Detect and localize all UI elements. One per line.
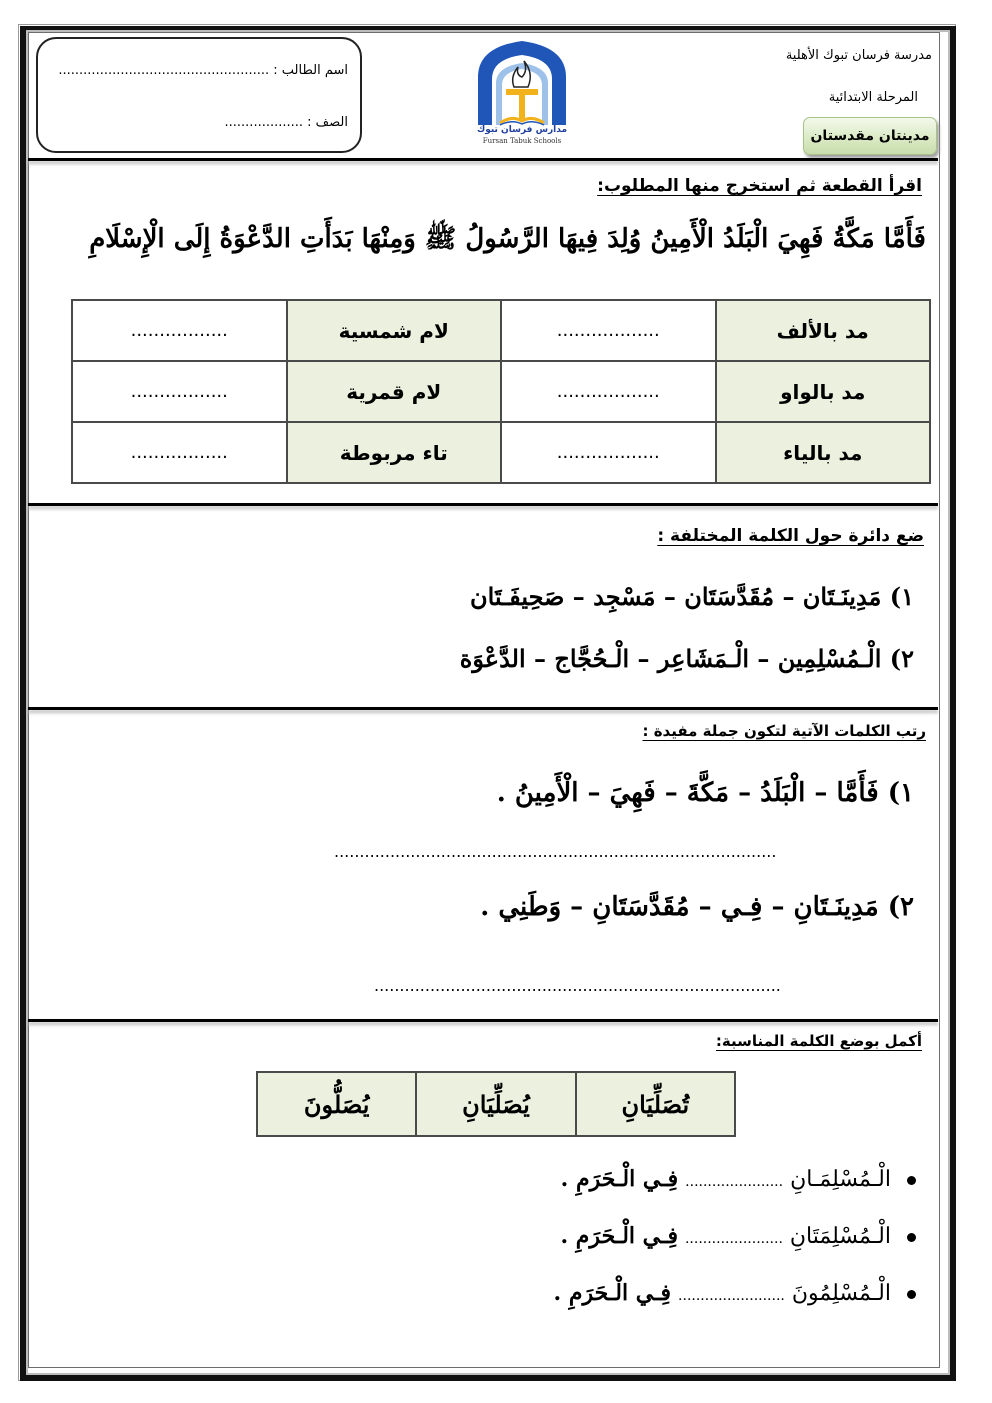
sentence-subject: الْـمُسْلِمَـانِ [790,1167,891,1192]
odd-word-item[interactable]: ٢) الْـمُسْلِمِين – الْـمَشَاعِر – الْـحُجَّاج – الدَّعْوَة [459,644,914,673]
student-name-field[interactable] [58,63,348,78]
reading-passage: فَأَمَّا مَكَّةُ فَهِيَ الْبَلَدُ الْأَمِينُ وُلِدَ فِيهَا الرَّسُولُ ﷺ وَمِنْهَا بَدَأَتِ الدَّعْوَةُ إِلَى الْإِسْلَامِ [89,224,926,254]
sentence-blank[interactable]: ...................... [685,1174,784,1190]
fill-sentence [554,1280,916,1306]
sentence-rest: فِـي الْـحَرَمِ . [560,1166,679,1192]
section-divider [28,1019,938,1022]
section1-heading: اقرأ القطعة ثم استخرج منها المطلوب: [597,176,922,196]
logo-english-text: Fursan Tabuk Schools [482,137,562,145]
arrange-words-item: ١) فَأَمَّا – الْبَلَدُ – مَكَّةَ – فَهِيَ – الْأَمِينُ . [496,778,914,808]
bullet-icon [907,1290,916,1299]
lesson-title-badge: مدينتان مقدستان [803,117,937,155]
answer-blank[interactable]: .................. [501,361,716,422]
word-choices-table [256,1071,736,1137]
school-logo-icon [470,37,574,127]
answer-blank[interactable]: ................. [72,422,287,483]
table-row [72,300,930,361]
odd-word-item[interactable]: ١) مَدِينَـتَان – مُقَدَّسَتَان – مَسْجِد – صَحِيفَـتَان [469,582,914,611]
school-name: مدرسة فرسان تبوك الأهلية [785,48,932,63]
table-label: مد بالواو [716,361,931,422]
table-row [257,1072,735,1136]
table-label: لام شمسية [287,300,502,361]
arrange-words-item: ٢) مَدِينَـتَانِ – فِـي – مُقَدَّسَتَانِ – وَطَنِي . [480,892,914,922]
logo-arabic-text: مدارس فرسان تبوك [476,125,568,135]
student-name-blank[interactable]: ................................................... [58,63,270,78]
table-label: لام قمرية [287,361,502,422]
answer-line[interactable]: ................................................................................ [374,976,781,995]
class-field[interactable] [225,115,348,130]
sentence-subject: الْـمُسْلِمَتَانِ [789,1224,891,1249]
class-label: الصف : [307,115,348,130]
bullet-icon [907,1176,916,1185]
answer-blank[interactable]: ................. [72,361,287,422]
student-info-box [36,37,362,153]
section-divider [28,158,938,161]
sentence-subject: الْـمُسْلِمُونَ [791,1281,891,1306]
bullet-icon [907,1233,916,1242]
fill-sentence [561,1166,916,1192]
sentence-blank[interactable]: ........................ [678,1288,785,1304]
word-choice[interactable]: يُصَلُّونَ [257,1072,416,1136]
answer-blank[interactable]: .................. [501,300,716,361]
section3-heading: رتب الكلمات الآتية لتكون جملة مفيدة : [642,722,926,740]
word-choice[interactable]: يُصَلِّيَانِ [416,1072,575,1136]
extraction-table [71,299,931,484]
table-label: مد بالألف [716,300,931,361]
sentence-rest: فِـي الْـحَرَمِ . [553,1280,672,1306]
class-blank[interactable]: ................... [224,115,304,130]
student-name-label: اسم الطالب : [273,63,348,78]
table-label: تاء مربوطة [287,422,502,483]
word-choice[interactable]: تُصَلِّيَانِ [576,1072,735,1136]
sentence-rest: فِـي الْـحَرَمِ . [560,1223,678,1249]
answer-blank[interactable]: .................. [501,422,716,483]
school-stage: المرحلة الابتدائية [828,90,918,105]
section2-heading: ضع دائرة حول الكلمة المختلفة : [657,526,924,546]
school-logo [470,37,574,149]
answer-line[interactable]: ....................................................................................... [334,842,777,861]
section-divider [28,707,938,710]
answer-blank[interactable]: ................. [72,300,287,361]
table-row [72,361,930,422]
sentence-blank[interactable]: ...................... [684,1231,783,1247]
section4-heading: أكمل بوضع الكلمة المناسبة: [715,1032,922,1050]
table-label: مد بالياء [716,422,931,483]
fill-sentence [560,1223,916,1249]
table-row [72,422,930,483]
section-divider [28,503,938,506]
